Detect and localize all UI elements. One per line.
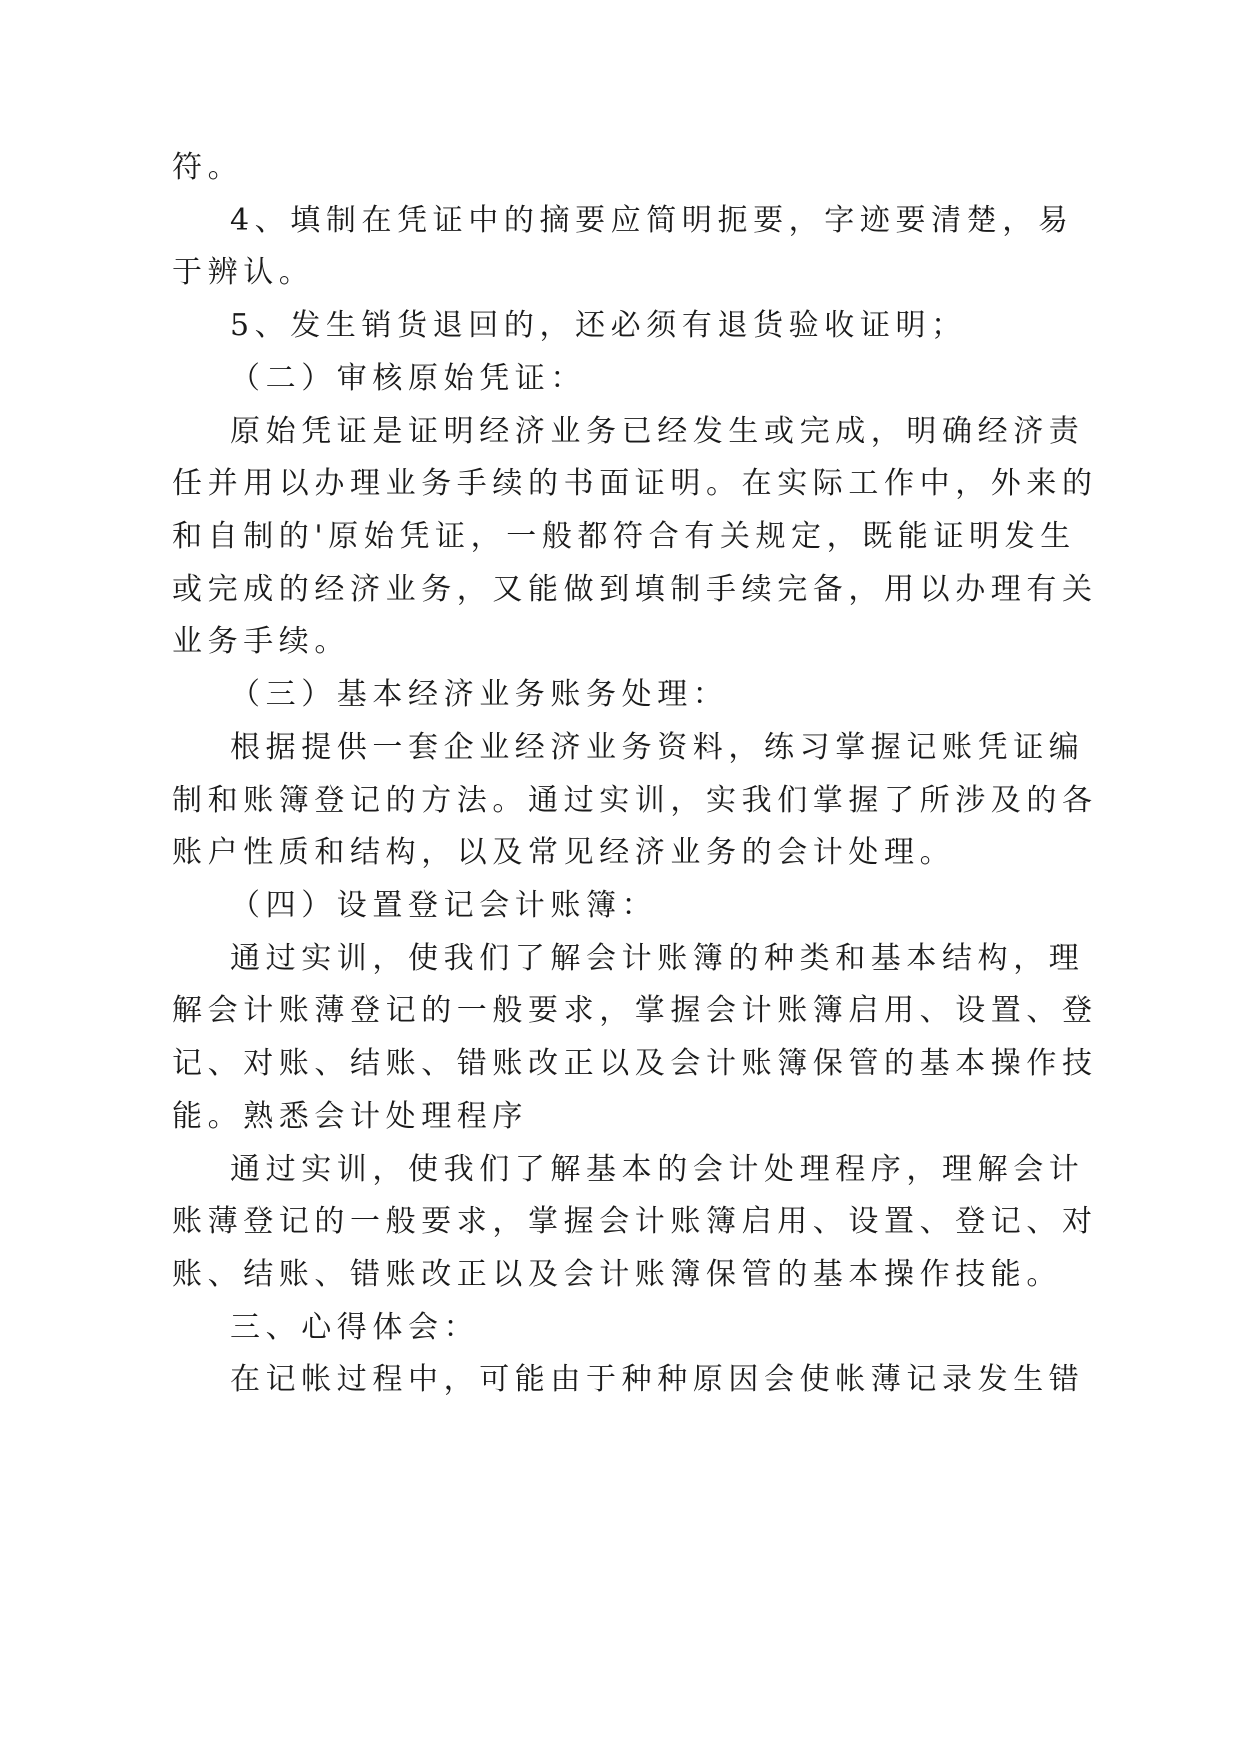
text-line-18: 记、对账、结账、错账改正以及会计账簿保管的基本操作技 bbox=[172, 1046, 1098, 1081]
text-line-2: 4、填制在凭证中的摘要应简明扼要，字迹要清楚，易 bbox=[230, 203, 1074, 238]
text-line-13: 制和账簿登记的方法。通过实训，实我们掌握了所涉及的各 bbox=[172, 783, 1098, 818]
text-line-7: 任并用以办理业务手续的书面证明。在实际工作中，外来的 bbox=[172, 466, 1098, 501]
text-line-21: 账薄登记的一般要求，掌握会计账簿启用、设置、登记、对 bbox=[172, 1204, 1098, 1239]
text-line-3: 于辨认。 bbox=[172, 255, 315, 290]
text-line-4: 5、发生销货退回的，还必须有退货验收证明； bbox=[230, 308, 967, 343]
text-line-8: 和自制的'原始凭证，一般都符合有关规定，既能证明发生 bbox=[172, 519, 1076, 554]
text-line-9: 或完成的经济业务，又能做到填制手续完备，用以办理有关 bbox=[172, 572, 1098, 607]
text-line-11: （三）基本经济业务账务处理： bbox=[230, 677, 729, 712]
text-line-10: 业务手续。 bbox=[172, 624, 350, 659]
text-line-1: 符。 bbox=[172, 150, 244, 185]
text-line-6: 原始凭证是证明经济业务已经发生或完成，明确经济责 bbox=[230, 414, 1085, 449]
text-line-5: （二）审核原始凭证： bbox=[230, 361, 586, 396]
text-line-22: 账、结账、错账改正以及会计账簿保管的基本操作技能。 bbox=[172, 1257, 1062, 1292]
text-line-16: 通过实训，使我们了解会计账簿的种类和基本结构，理 bbox=[230, 941, 1085, 976]
text-line-24: 在记帐过程中，可能由于种种原因会使帐薄记录发生错 bbox=[230, 1362, 1085, 1397]
text-line-15: （四）设置登记会计账簿： bbox=[230, 888, 658, 923]
text-line-17: 解会计账薄登记的一般要求，掌握会计账簿启用、设置、登 bbox=[172, 993, 1098, 1028]
text-line-12: 根据提供一套企业经济业务资料，练习掌握记账凭证编 bbox=[230, 730, 1085, 765]
text-line-14: 账户性质和结构，以及常见经济业务的会计处理。 bbox=[172, 835, 956, 870]
text-line-19: 能。熟悉会计处理程序 bbox=[172, 1099, 528, 1134]
text-line-20: 通过实训，使我们了解基本的会计处理程序，理解会计 bbox=[230, 1152, 1085, 1187]
text-line-23: 三、心得体会： bbox=[230, 1310, 480, 1345]
